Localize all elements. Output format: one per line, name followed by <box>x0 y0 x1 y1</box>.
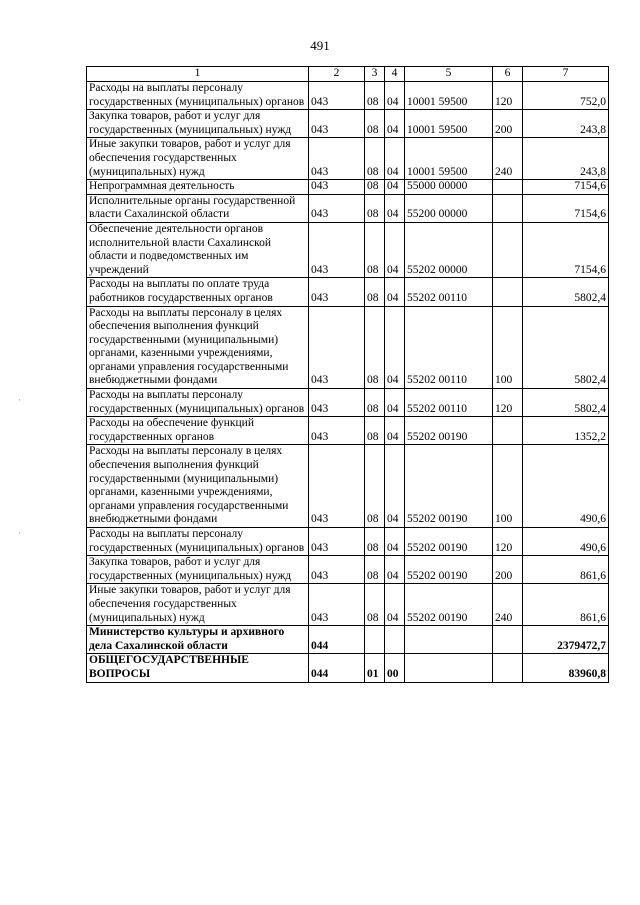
amount-cell: 1352,2 <box>523 417 609 445</box>
target-cell: 55202 00190 <box>405 445 493 528</box>
section-cell: 08 <box>365 110 385 138</box>
amount-cell: 2379472,7 <box>523 626 609 654</box>
amount-cell: 490,6 <box>523 445 609 528</box>
subsection-cell: 04 <box>385 194 405 222</box>
table-row <box>87 180 609 195</box>
section-cell: 08 <box>365 445 385 528</box>
target-cell: 10001 59500 <box>405 82 493 110</box>
amount-cell: 5802,4 <box>523 278 609 306</box>
amount-cell: 243,8 <box>523 110 609 138</box>
header-row <box>87 67 609 82</box>
type-cell <box>493 222 523 277</box>
margin-mark: · <box>18 395 21 405</box>
subsection-cell: 04 <box>385 528 405 556</box>
amount-cell: 7154,6 <box>523 180 609 195</box>
row-name-cell: Иные закупки товаров, работ и услуг для обеспечения государственных (муниципальных) нужд <box>87 138 309 180</box>
table-row <box>87 528 609 556</box>
table-row <box>87 138 609 180</box>
section-cell: 08 <box>365 306 385 389</box>
table-row <box>87 556 609 584</box>
amount-cell: 752,0 <box>523 82 609 110</box>
row-name-cell: Расходы на выплаты персоналу государственных (муниципальных) органов <box>87 389 309 417</box>
code-cell: 043 <box>309 556 365 584</box>
header-cell: 1 <box>87 67 309 82</box>
target-cell: 10001 59500 <box>405 138 493 180</box>
table-row <box>87 82 609 110</box>
section-cell: 08 <box>365 82 385 110</box>
target-cell: 55000 00000 <box>405 180 493 195</box>
section-cell <box>365 626 385 654</box>
code-cell: 044 <box>309 654 365 682</box>
amount-cell: 490,6 <box>523 528 609 556</box>
header-cell: 3 <box>365 67 385 82</box>
subsection-cell: 00 <box>385 654 405 682</box>
type-cell <box>493 417 523 445</box>
table-body <box>87 82 609 683</box>
row-name-cell: Расходы на выплаты персоналу государственных (муниципальных) органов <box>87 528 309 556</box>
target-cell: 55202 00190 <box>405 584 493 626</box>
table-row <box>87 584 609 626</box>
type-cell: 100 <box>493 445 523 528</box>
subsection-cell: 04 <box>385 110 405 138</box>
amount-cell: 861,6 <box>523 556 609 584</box>
header-cell: 2 <box>309 67 365 82</box>
amount-cell: 5802,4 <box>523 389 609 417</box>
row-name-cell: Расходы на обеспечение функций государственных органов <box>87 417 309 445</box>
row-name-cell: Иные закупки товаров, работ и услуг для обеспечения государственных (муниципальных) нужд <box>87 584 309 626</box>
header-cell: 6 <box>493 67 523 82</box>
type-cell <box>493 626 523 654</box>
table-row <box>87 110 609 138</box>
row-name-cell: Обеспечение деятельности органов исполнительной власти Сахалинской области и подведомственных им учреждений <box>87 222 309 277</box>
code-cell: 043 <box>309 138 365 180</box>
subsection-cell: 04 <box>385 389 405 417</box>
code-cell: 043 <box>309 222 365 277</box>
target-cell <box>405 654 493 682</box>
type-cell: 240 <box>493 138 523 180</box>
type-cell: 120 <box>493 82 523 110</box>
row-name-cell: ОБЩЕГОСУДАРСТВЕННЫЕ ВОПРОСЫ <box>87 654 309 682</box>
subsection-cell: 04 <box>385 417 405 445</box>
table-row <box>87 654 609 682</box>
target-cell: 55202 00190 <box>405 556 493 584</box>
header-cell: 7 <box>523 67 609 82</box>
target-cell: 55202 00000 <box>405 222 493 277</box>
row-name-cell: Закупка товаров, работ и услуг для государственных (муниципальных) нужд <box>87 556 309 584</box>
section-cell: 08 <box>365 556 385 584</box>
section-cell: 08 <box>365 584 385 626</box>
type-cell <box>493 194 523 222</box>
code-cell: 043 <box>309 306 365 389</box>
row-name-cell: Непрограммная деятельность <box>87 180 309 195</box>
type-cell: 120 <box>493 389 523 417</box>
section-cell: 08 <box>365 528 385 556</box>
subsection-cell: 04 <box>385 180 405 195</box>
target-cell: 55202 00190 <box>405 417 493 445</box>
table-row <box>87 417 609 445</box>
subsection-cell: 04 <box>385 584 405 626</box>
margin-mark: · <box>18 528 21 538</box>
section-cell: 08 <box>365 389 385 417</box>
section-cell: 08 <box>365 222 385 277</box>
row-name-cell: Расходы на выплаты по оплате труда работников государственных органов <box>87 278 309 306</box>
amount-cell: 243,8 <box>523 138 609 180</box>
amount-cell: 861,6 <box>523 584 609 626</box>
table-row <box>87 222 609 277</box>
code-cell: 043 <box>309 180 365 195</box>
code-cell: 044 <box>309 626 365 654</box>
table-row <box>87 306 609 389</box>
section-cell: 08 <box>365 417 385 445</box>
target-cell: 55202 00110 <box>405 306 493 389</box>
code-cell: 043 <box>309 389 365 417</box>
target-cell: 55200 00000 <box>405 194 493 222</box>
row-name-cell: Расходы на выплаты персоналу в целях обеспечения выполнения функций государственными (муниципальными) органами, казенными учреждениями, органами управления государственными внебюджетными фондами <box>87 445 309 528</box>
row-name-cell: Закупка товаров, работ и услуг для государственных (муниципальных) нужд <box>87 110 309 138</box>
row-name-cell: Исполнительные органы государственной власти Сахалинской области <box>87 194 309 222</box>
page-number: 491 <box>310 38 330 53</box>
header-cell: 5 <box>405 67 493 82</box>
row-name-cell: Министерство культуры и архивного дела Сахалинской области <box>87 626 309 654</box>
header-cell: 4 <box>385 67 405 82</box>
subsection-cell: 04 <box>385 222 405 277</box>
table-row <box>87 389 609 417</box>
type-cell: 200 <box>493 110 523 138</box>
code-cell: 043 <box>309 417 365 445</box>
type-cell <box>493 180 523 195</box>
table-row <box>87 278 609 306</box>
code-cell: 043 <box>309 194 365 222</box>
type-cell: 200 <box>493 556 523 584</box>
subsection-cell: 04 <box>385 278 405 306</box>
type-cell <box>493 278 523 306</box>
section-cell: 08 <box>365 180 385 195</box>
amount-cell: 7154,6 <box>523 194 609 222</box>
row-name-cell: Расходы на выплаты персоналу государственных (муниципальных) органов <box>87 82 309 110</box>
amount-cell: 5802,4 <box>523 306 609 389</box>
code-cell: 043 <box>309 445 365 528</box>
amount-cell: 83960,8 <box>523 654 609 682</box>
amount-cell: 7154,6 <box>523 222 609 277</box>
type-cell: 120 <box>493 528 523 556</box>
section-cell: 08 <box>365 278 385 306</box>
subsection-cell <box>385 626 405 654</box>
subsection-cell: 04 <box>385 556 405 584</box>
code-cell: 043 <box>309 82 365 110</box>
subsection-cell: 04 <box>385 306 405 389</box>
subsection-cell: 04 <box>385 82 405 110</box>
code-cell: 043 <box>309 528 365 556</box>
type-cell: 100 <box>493 306 523 389</box>
target-cell <box>405 626 493 654</box>
budget-table <box>86 66 609 683</box>
target-cell: 55202 00110 <box>405 389 493 417</box>
code-cell: 043 <box>309 278 365 306</box>
section-cell: 08 <box>365 194 385 222</box>
subsection-cell: 04 <box>385 445 405 528</box>
row-name-cell: Расходы на выплаты персоналу в целях обеспечения выполнения функций государственными (муниципальными) органами, казенными учреждениями, органами управления государственными внебюджетными фондами <box>87 306 309 389</box>
type-cell <box>493 654 523 682</box>
target-cell: 55202 00110 <box>405 278 493 306</box>
section-cell: 01 <box>365 654 385 682</box>
table-row <box>87 445 609 528</box>
subsection-cell: 04 <box>385 138 405 180</box>
section-cell: 08 <box>365 138 385 180</box>
target-cell: 10001 59500 <box>405 110 493 138</box>
table-row <box>87 626 609 654</box>
table-row <box>87 194 609 222</box>
target-cell: 55202 00190 <box>405 528 493 556</box>
code-cell: 043 <box>309 584 365 626</box>
type-cell: 240 <box>493 584 523 626</box>
code-cell: 043 <box>309 110 365 138</box>
